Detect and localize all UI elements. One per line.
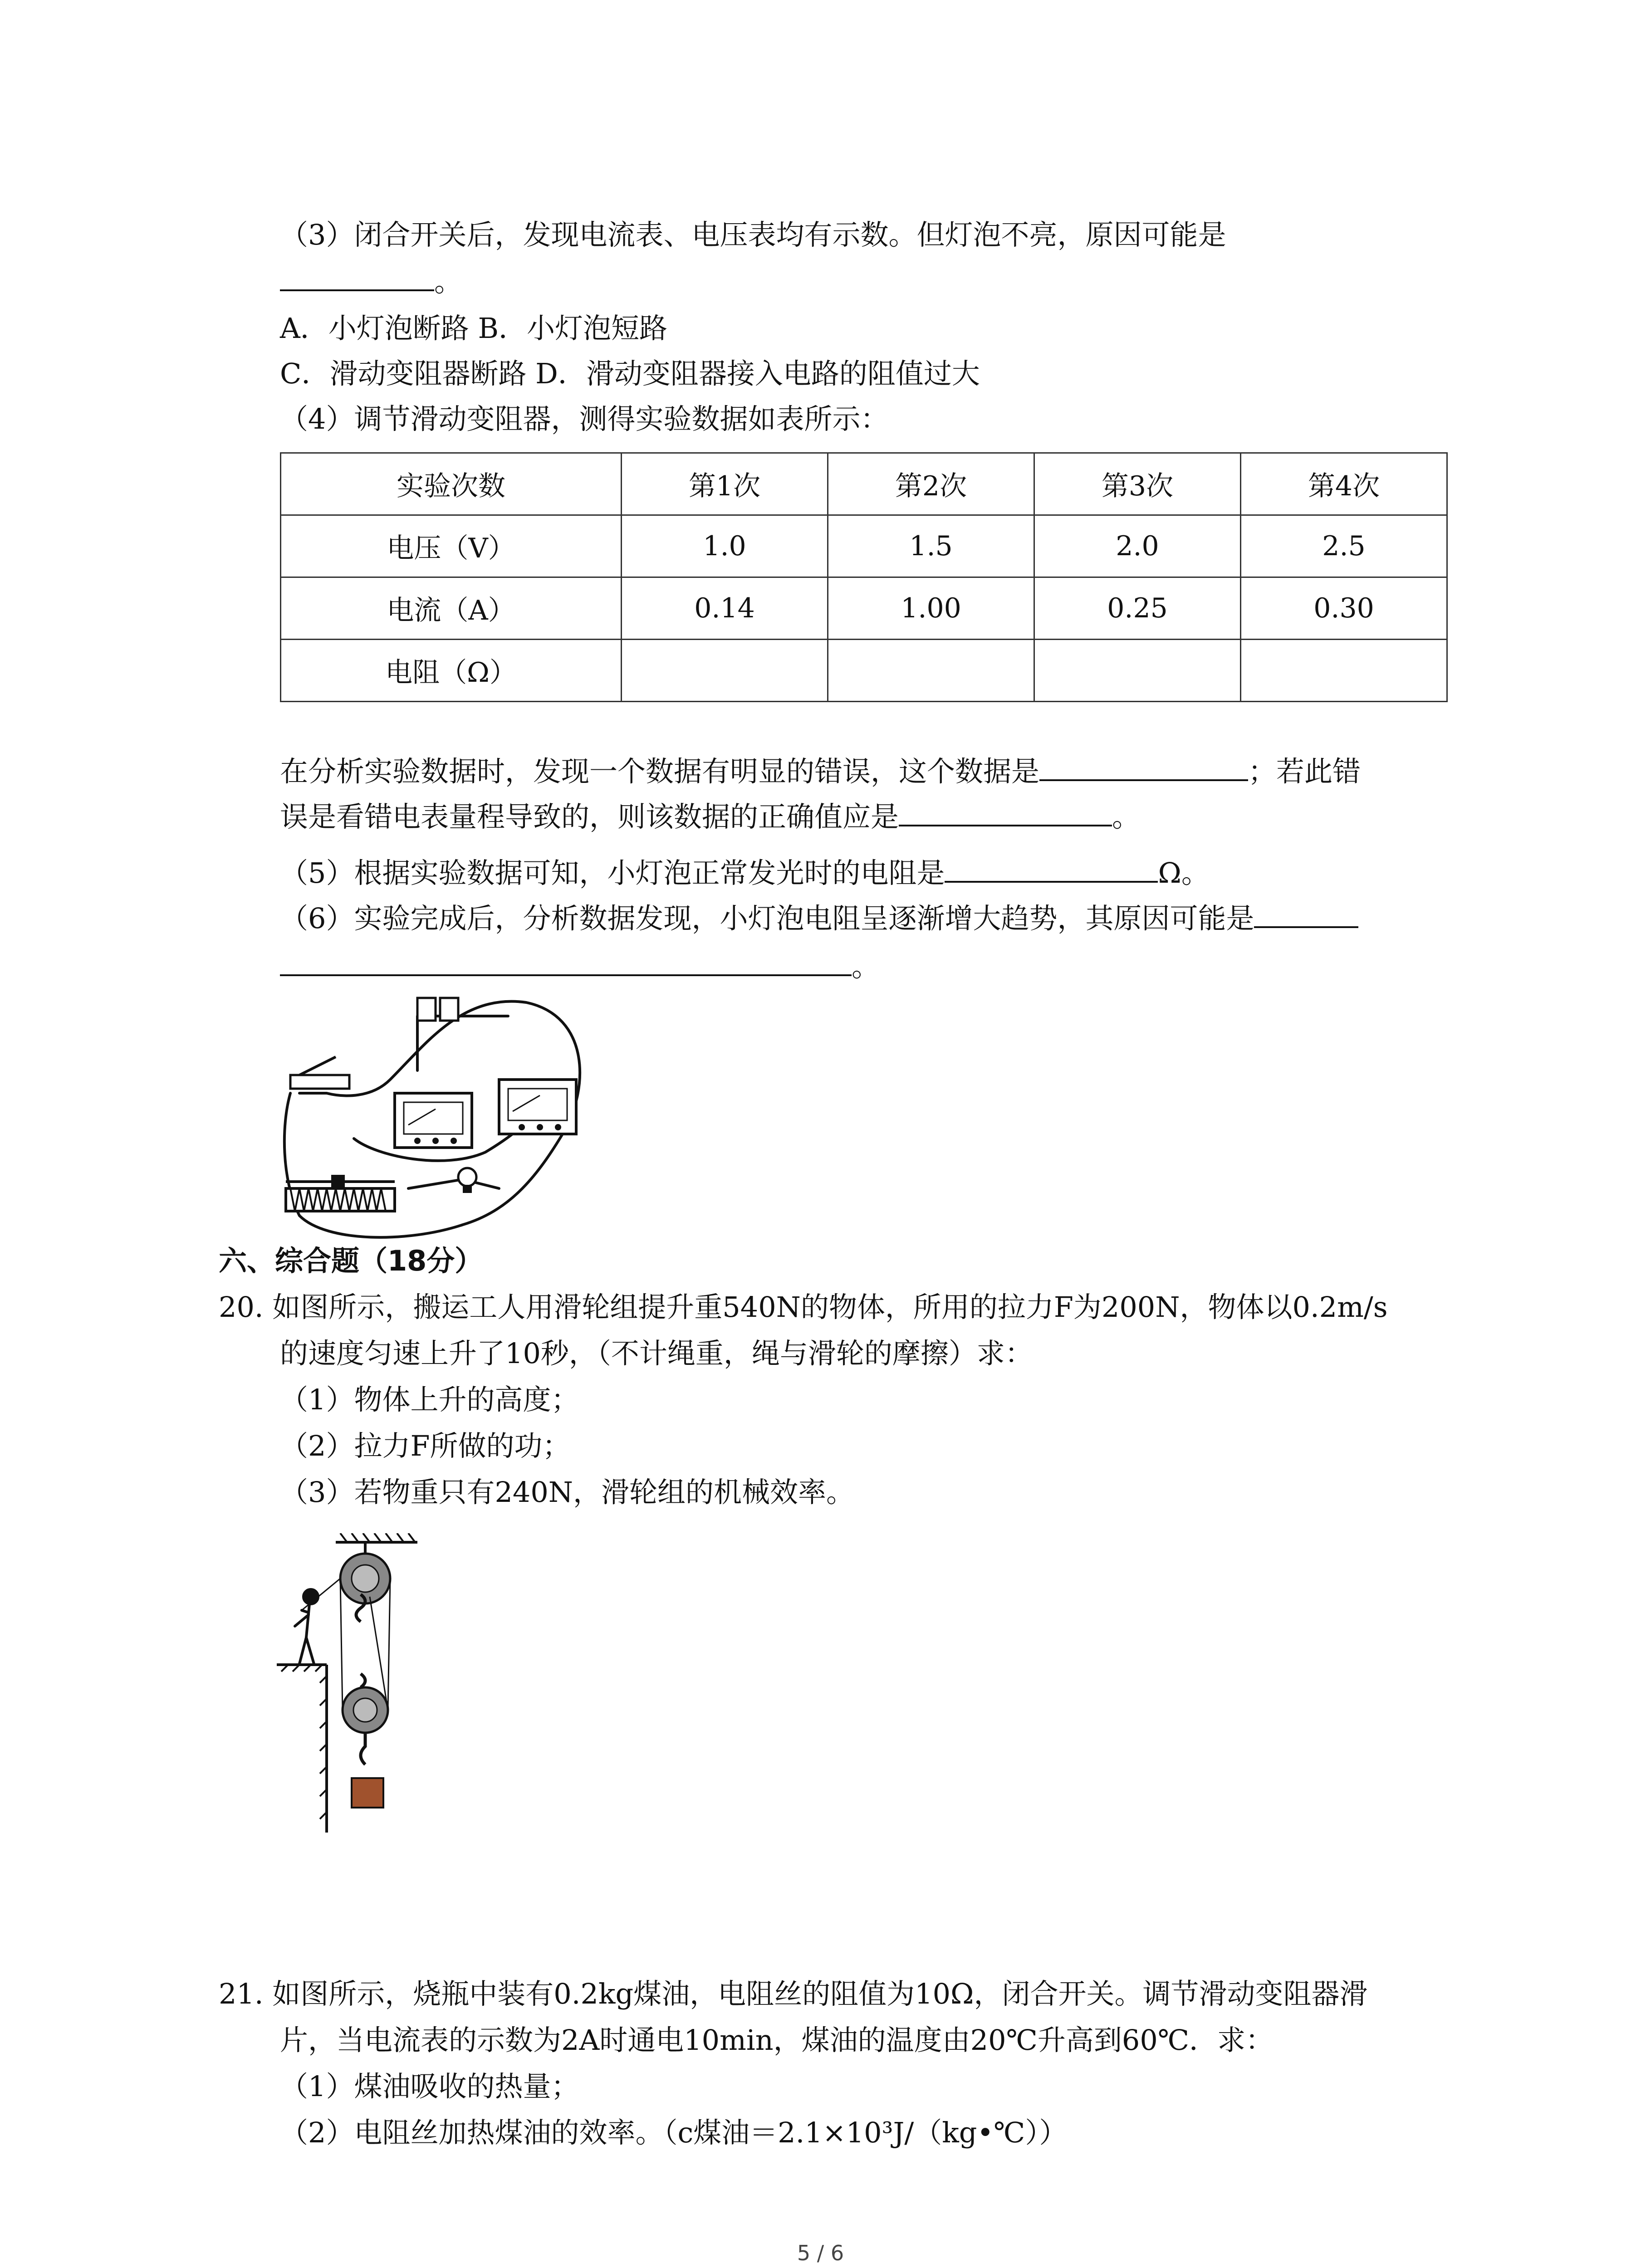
q20-sub3: （3）若物重只有240N，滑轮组的机械效率。 <box>280 1476 855 1509</box>
table-cell-empty[interactable] <box>1034 640 1241 702</box>
table-cell: 0.14 <box>622 577 828 640</box>
circuit-sketch-figure <box>272 989 617 1243</box>
q6-reason-blank-1[interactable] <box>1254 899 1358 928</box>
table-cell: 1.00 <box>828 577 1034 640</box>
pulley-system-figure <box>277 1533 422 1833</box>
q3-options-cd: C．滑动变阻器断路 D．滑动变阻器接入电路的阻值过大 <box>280 357 980 390</box>
page-number: 5 / 6 <box>797 2241 844 2265</box>
q5-resistance-blank[interactable] <box>945 854 1158 883</box>
table-cell: 电流（A） <box>281 577 622 640</box>
q20-line2: 的速度匀速上升了10秒，（不计绳重，绳与滑轮的摩擦）求： <box>280 1337 1033 1370</box>
q3-answer-line: 。 <box>280 262 462 300</box>
q20-sub1: （1）物体上升的高度； <box>280 1383 579 1416</box>
q6-line2: 。 <box>280 947 880 985</box>
table-row-resistance <box>281 640 1447 702</box>
table-cell: 0.25 <box>1034 577 1241 640</box>
fixed-pulley-icon <box>340 1542 390 1622</box>
table-header-cell: 第3次 <box>1034 453 1241 515</box>
load-block-icon <box>352 1778 383 1808</box>
q21-line1: 21. 如图所示，烧瓶中装有0.2kg煤油，电阻丝的阻值为10Ω，闭合开关。调节滑动变阻器滑 <box>219 1977 1368 2010</box>
worker-icon <box>295 1589 318 1664</box>
q4-correct-value-blank[interactable] <box>899 797 1112 826</box>
data-table <box>280 452 1448 702</box>
q4-wrong-value-blank[interactable] <box>1039 752 1248 781</box>
q21-sub2: （2）电阻丝加热煤油的效率。（c煤油＝2.1×10³J/（kg•℃）） <box>280 2116 1068 2149</box>
table-cell: 电阻（Ω） <box>281 640 622 702</box>
q5-line: （5）根据实验数据可知，小灯泡正常发光时的电阻是 Ω。 <box>280 854 1210 891</box>
voltmeter-icon <box>499 1080 576 1134</box>
q6-line1: （6）实验完成后，分析数据发现，小灯泡电阻呈逐渐增大趋势，其原因可能是 <box>280 899 1358 937</box>
table-header-cell: 第2次 <box>828 453 1034 515</box>
table-cell: 1.5 <box>828 515 1034 577</box>
q6-reason-blank-2[interactable] <box>280 947 852 976</box>
table-row-current <box>281 577 1447 640</box>
bulb-icon <box>458 1168 476 1193</box>
table-row-voltage <box>281 515 1447 577</box>
table-cell-empty[interactable] <box>828 640 1034 702</box>
table-cell: 1.0 <box>622 515 828 577</box>
q20-sub2: （2）拉力F所做的功； <box>280 1429 571 1462</box>
table-cell: 2.0 <box>1034 515 1241 577</box>
table-cell-empty[interactable] <box>622 640 828 702</box>
table-cell: 电压（V） <box>281 515 622 577</box>
ceiling-icon <box>336 1533 417 1542</box>
table-header-row <box>281 453 1447 515</box>
q3-stem: （3）闭合开关后，发现电流表、电压表均有示数。但灯泡不亮，原因可能是 <box>280 218 1226 251</box>
switch-icon <box>290 1057 349 1089</box>
q4-analysis-line1: 在分析实验数据时，发现一个数据有明显的错误，这个数据是 ；若此错 <box>280 752 1361 790</box>
table-cell-empty[interactable] <box>1241 640 1447 702</box>
q4-stem: （4）调节滑动变阻器，测得实验数据如表所示： <box>280 402 889 435</box>
platform-icon <box>277 1665 327 1833</box>
table-cell: 0.30 <box>1241 577 1447 640</box>
table-header-cell: 第1次 <box>622 453 828 515</box>
table-header-cell: 第4次 <box>1241 453 1447 515</box>
movable-pulley-icon <box>343 1674 388 1765</box>
ammeter-icon <box>395 1093 472 1148</box>
table-header-cell: 实验次数 <box>281 453 622 515</box>
rheostat-icon <box>286 1175 395 1211</box>
q21-sub1: （1）煤油吸收的热量； <box>280 2070 579 2103</box>
q4-analysis-line2: 误是看错电表量程导致的，则该数据的正确值应是 。 <box>280 797 1140 835</box>
q3-answer-blank[interactable] <box>280 262 434 291</box>
table-cell: 2.5 <box>1241 515 1447 577</box>
q3-options-ab: A．小灯泡断路 B．小灯泡短路 <box>280 312 668 345</box>
section-heading: 六、综合题（18分） <box>219 1244 483 1277</box>
q21-line2: 片，当电流表的示数为2A时通电10min，煤油的温度由20℃升高到60℃．求： <box>280 2024 1274 2057</box>
q20-line1: 20. 如图所示，搬运工人用滑轮组提升重540N的物体，所用的拉力F为200N，物体以0.2m/s <box>219 1290 1388 1324</box>
